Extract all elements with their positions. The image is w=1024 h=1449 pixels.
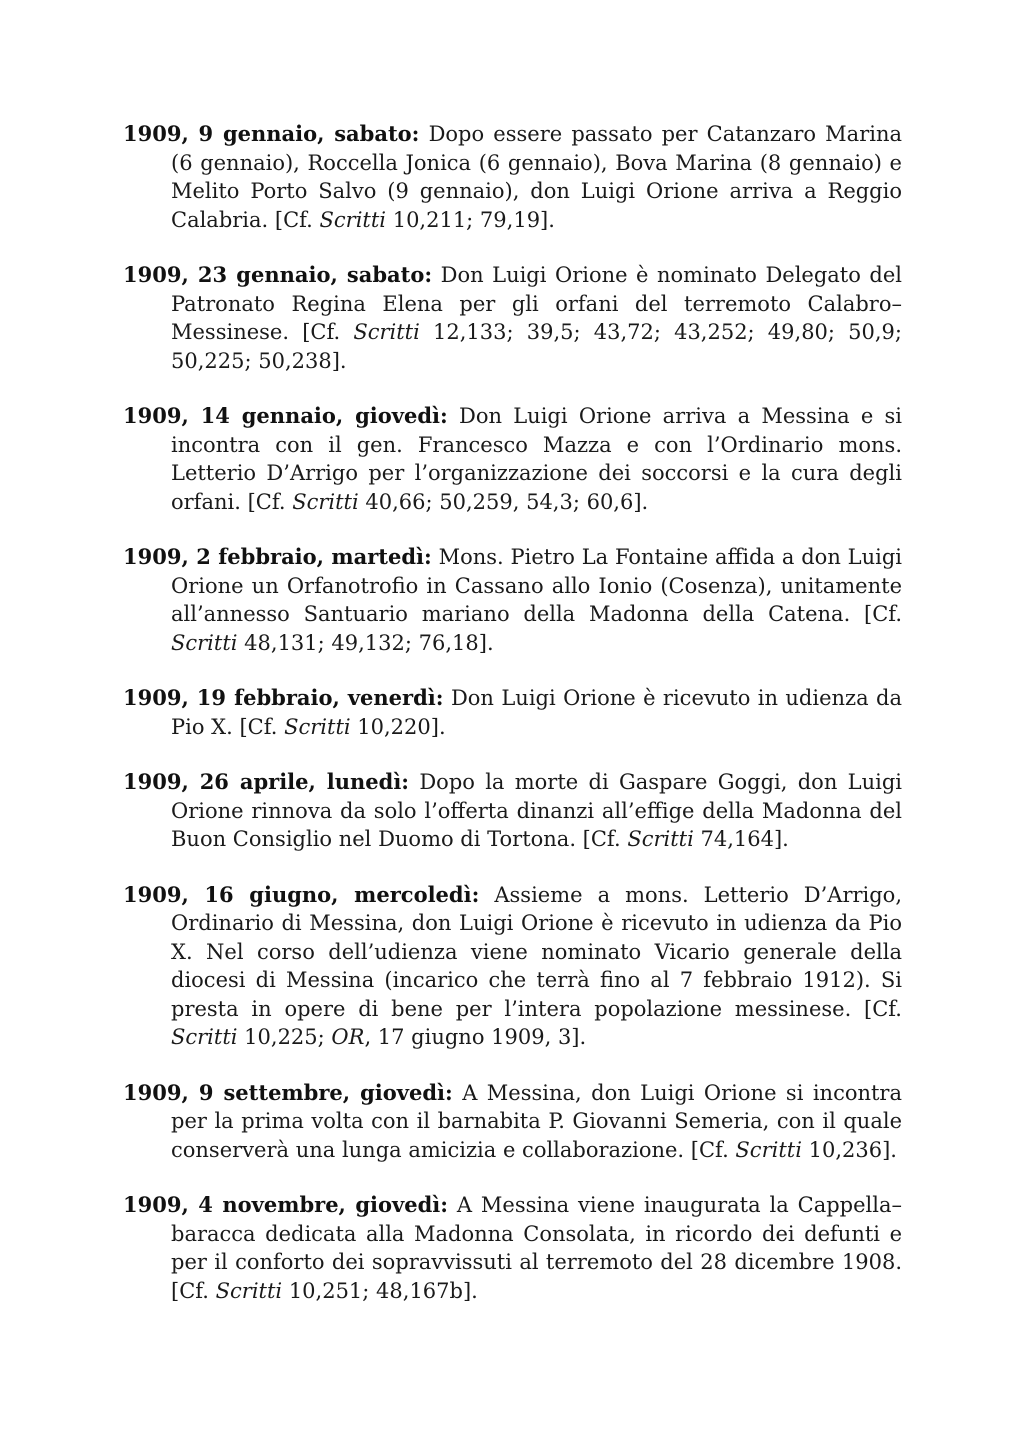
entry-source-refs: 48,131; 49,132; 76,18]. [237, 630, 494, 655]
chronology-entry [123, 402, 902, 516]
entry-date-heading: 1909, 23 gennaio, sabato: [123, 262, 433, 287]
entry-text: Dopo essere passato per Catanzaro Marina (6 gennaio), Roccella Jonica (6 gennaio), Bova Marina (8 gennaio) e Melito Porto Salvo (9 gennaio), don Luigi Orione arriva a Reggio Calabria. [Cf. [171, 122, 902, 232]
entry-date-heading: 1909, 19 febbraio, venerdì: [123, 685, 444, 710]
entry-source-title: Scritti [627, 827, 694, 851]
entry-source-refs: 10,220]. [350, 714, 446, 739]
entry-source-title: Scritti [735, 1137, 802, 1162]
entry-text: Don Luigi Orione è ricevuto in udienza da Pio X. [Cf. [171, 686, 903, 739]
entry-source-refs: 40,66; 50,259, 54,3; 60,6]. [358, 489, 649, 514]
entry-text: A Messina viene inaugurata la Cappella–baracca dedicata alla Madonna Consolata, in ricordo dei defunti e per il conforto dei sopravvissuti al terremoto del 28 dicembre 1908. [Cf. [171, 1193, 902, 1303]
chronology-entry [123, 1191, 902, 1305]
entry-source-title: Scritti [319, 207, 387, 232]
entry-source-refs: 10,225; [237, 1025, 332, 1049]
entry-text: Don Luigi Orione è nominato Delegato del Patronato Regina Elena per gli orfani del terremoto Calabro–Messinese. [Cf. [171, 263, 902, 344]
entry-text: A Messina, don Luigi Orione si incontra per la prima volta con il barnabita P. Giovanni Semeria, con il quale conserverà una lunga amicizia e collaborazione. [Cf. [171, 1080, 902, 1162]
chronology-entry [123, 1079, 902, 1165]
chronology-entry [123, 261, 902, 375]
entry-source-refs: 12,133; 39,5; 43,72; 43,252; 49,80; 50,9; 50,225; 50,238]. [171, 320, 902, 373]
entry-source-title: Scritti [171, 630, 238, 655]
entry-text: Assieme a mons. Letterio D’Arrigo, Ordinario di Messina, don Luigi Orione è ricevuto in udienza da Pio X. Nel corso dell’udienza viene nominato Vicario generale della diocesi di Messina (incarico che terrà fino al 7 febbraio 1912). Si presta in opere di bene per l’intera popolazione messinese. [Cf. [171, 882, 902, 1021]
entry-date-heading: 1909, 16 giugno, mercoledì: [123, 881, 480, 907]
entry-text: Dopo la morte di Gaspare Goggi, don Luigi Orione rinnova da solo l’offerta dinanzi all’effige della Madonna del Buon Consiglio nel Duomo di Tortona. [Cf. [171, 770, 902, 851]
chronology-entry [123, 684, 902, 741]
chronology-entry [123, 543, 902, 657]
entry-date-heading: 1909, 2 febbraio, martedì: [123, 544, 432, 569]
entry-source-title: Scritti [292, 489, 359, 514]
entry-source-refs: 10,251; 48,167b]. [282, 1278, 478, 1303]
chronology-entry [123, 881, 902, 1052]
entry-source-refs: 74,164]. [693, 827, 789, 851]
entry-source-title: Scritti [171, 1025, 238, 1049]
entry-date-heading: 1909, 14 gennaio, giovedì: [123, 403, 448, 428]
entry-source-title: Scritti [215, 1278, 283, 1303]
entry-date-heading: 1909, 26 aprile, lunedì: [123, 769, 410, 794]
entry-source-refs: 10,211; 79,19]. [386, 207, 555, 232]
entry-text: Mons. Pietro La Fontaine affida a don Luigi Orione un Orfanotrofio in Cassano allo Ionio (Cosenza), unitamente all’annesso Santuario mariano della Madonna della Catena. [Cf. [171, 545, 902, 626]
entry-date-heading: 1909, 4 novembre, giovedì: [123, 1192, 449, 1217]
entry-text: Don Luigi Orione arriva a Messina e si incontra con il gen. Francesco Mazza e con l’Ordinario mons. Letterio D’Arrigo per l’organizzazione dei soccorsi e la cura degli orfani. [Cf. [171, 404, 902, 514]
entry-source-title-or: OR [331, 1025, 365, 1049]
chronology-page [123, 120, 902, 1332]
chronology-entry [123, 768, 902, 854]
entry-source-refs-or: , 17 giugno 1909, 3]. [364, 1025, 587, 1049]
entry-date-heading: 1909, 9 gennaio, sabato: [123, 121, 420, 146]
entry-date-heading: 1909, 9 settembre, giovedì: [123, 1079, 453, 1105]
entry-source-title: Scritti [284, 714, 351, 739]
chronology-entry [123, 120, 902, 234]
entry-source-refs: 10,236]. [801, 1137, 897, 1162]
entry-source-title: Scritti [353, 320, 420, 344]
